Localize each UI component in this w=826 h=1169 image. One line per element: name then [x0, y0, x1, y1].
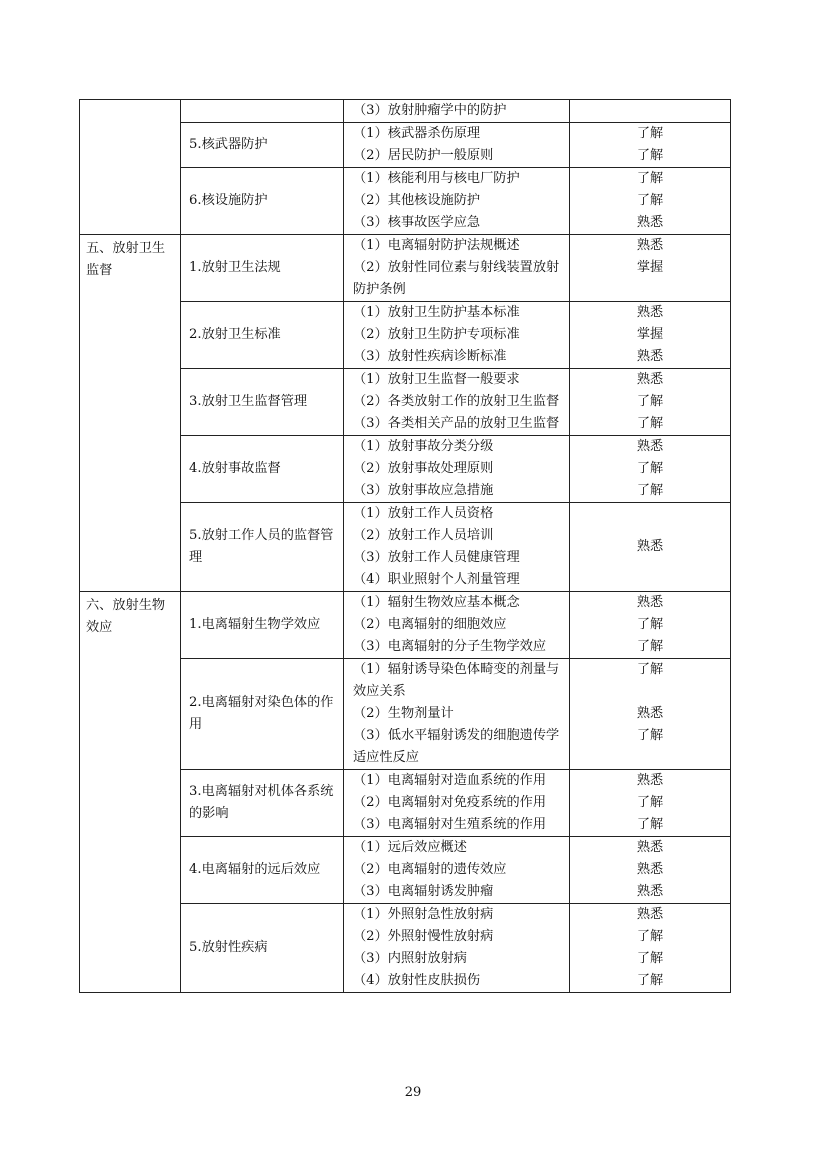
requirement-level: 掌握: [636, 260, 664, 275]
requirement-cell: [570, 837, 731, 904]
content-item: （3）电离辐射对生殖系统的作用: [353, 817, 547, 832]
subunit-cell: 4.电离辐射的远后效应: [181, 837, 344, 904]
requirement-level: 了解: [636, 795, 664, 810]
unit-cell: 六、放射生物效应: [80, 592, 181, 993]
content-item: （1）电离辐射防护法规概述: [353, 238, 520, 253]
content-item: （2）其他核设施防护: [353, 193, 481, 208]
requirement-level: 了解: [636, 639, 664, 654]
content-item: （2）放射卫生防护专项标准: [353, 327, 520, 342]
syllabus-body: [80, 100, 731, 993]
unit-cell: [80, 100, 181, 235]
subunit-cell: 4.放射事故监督: [181, 436, 344, 503]
unit-cell: 五、放射卫生监督: [80, 235, 181, 592]
content-item: （3）内照射放射病: [353, 951, 467, 966]
subunit-cell: 1.电离辐射生物学效应: [181, 592, 344, 659]
requirement-level: 熟悉: [636, 372, 664, 387]
content-cell: [344, 123, 570, 168]
subunit-cell: [181, 100, 344, 123]
requirement-level: [570, 100, 730, 122]
content-cell: [344, 235, 570, 302]
content-cell: [344, 503, 570, 592]
requirement-level: 熟悉: [636, 595, 664, 610]
content-item: （1）辐射诱导染色体畸变的剂量与效应关系: [353, 662, 560, 699]
content-item: （2）各类放射工作的放射卫生监督: [353, 394, 560, 409]
requirement-level: 了解: [636, 617, 664, 632]
content-item: （1）放射卫生防护基本标准: [353, 305, 520, 320]
subunit-cell: 5.放射性疾病: [181, 904, 344, 993]
content-cell: [344, 837, 570, 904]
subunit-cell: 5.核武器防护: [181, 123, 344, 168]
requirement-cell: [570, 770, 731, 837]
requirement-level: 熟悉: [636, 862, 664, 877]
content-item: （1）远后效应概述: [353, 840, 467, 855]
subunit-cell: 3.放射卫生监督管理: [181, 369, 344, 436]
content-cell: [344, 302, 570, 369]
requirement-level: 熟悉: [636, 907, 664, 922]
subunit-cell: 3.电离辐射对机体各系统的影响: [181, 770, 344, 837]
requirement-cell: [570, 503, 731, 592]
requirement-cell: [570, 904, 731, 993]
requirement-level: 了解: [636, 171, 664, 186]
table-row: [80, 235, 731, 302]
subunit-cell: 1.放射卫生法规: [181, 235, 344, 302]
content-item: （1）核能利用与核电厂防护: [353, 171, 520, 186]
content-item: （2）放射工作人员培训: [353, 528, 494, 543]
content-item: （3）电离辐射诱发肿瘤: [353, 884, 494, 899]
content-item: （3）放射事故应急措施: [353, 483, 494, 498]
requirement-level: 了解: [636, 126, 664, 141]
requirement-level: 了解: [636, 728, 664, 743]
subunit-cell: 2.电离辐射对染色体的作用: [181, 659, 344, 770]
requirement-level: 了解: [636, 416, 664, 431]
requirement-level: 熟悉: [636, 439, 664, 454]
subunit-cell: 2.放射卫生标准: [181, 302, 344, 369]
requirement-level: 熟悉: [636, 215, 664, 230]
requirement-level: 熟悉: [636, 884, 664, 899]
content-item: （1）放射事故分类分级: [353, 439, 494, 454]
content-cell: [344, 770, 570, 837]
content-item: （3）低水平辐射诱发的细胞遗传学适应性反应: [353, 728, 560, 765]
requirement-level: 掌握: [636, 327, 664, 342]
content-item: （2）电离辐射的遗传效应: [353, 862, 507, 877]
content-item: （1）放射卫生监督一般要求: [353, 372, 520, 387]
content-item: （3）放射工作人员健康管理: [353, 550, 520, 565]
requirement-cell: [570, 100, 731, 123]
requirement-level: 熟悉: [636, 773, 664, 788]
content-cell: [344, 168, 570, 235]
content-item: （2）放射性同位素与射线装置放射防护条例: [353, 260, 560, 297]
content-item: （1）核武器杀伤原理: [353, 126, 481, 141]
content-cell: [344, 659, 570, 770]
requirement-cell: [570, 235, 731, 302]
requirement-level: 熟悉: [636, 706, 664, 721]
requirement-cell: [570, 659, 731, 770]
requirement-level: 了解: [636, 193, 664, 208]
content-item: （3）核事故医学应急: [353, 215, 481, 230]
requirement-level: 了解: [636, 461, 664, 476]
content-cell: [344, 592, 570, 659]
page-number: 29: [404, 1085, 422, 1100]
content-cell: [344, 436, 570, 503]
content-cell: [344, 369, 570, 436]
content-item: （1）外照射急性放射病: [353, 907, 494, 922]
requirement-cell: [570, 592, 731, 659]
requirement-cell: [570, 123, 731, 168]
content-item: （3）放射性疾病诊断标准: [353, 349, 507, 364]
content-item: （3）放射肿瘤学中的防护: [353, 103, 507, 118]
requirement-level: 了解: [636, 929, 664, 944]
requirement-level: 了解: [636, 973, 664, 988]
requirement-level: 了解: [636, 951, 664, 966]
content-item: （2）外照射慢性放射病: [353, 929, 494, 944]
subunit-cell: 6.核设施防护: [181, 168, 344, 235]
requirement-level: 了解: [636, 148, 664, 163]
content-cell: [344, 100, 570, 123]
requirement-level: 熟悉: [636, 840, 664, 855]
content-item: （1）放射工作人员资格: [353, 506, 494, 521]
content-item: （2）居民防护一般原则: [353, 148, 494, 163]
content-cell: [344, 904, 570, 993]
requirement-level: 了解: [636, 662, 664, 677]
requirement-level: 了解: [636, 394, 664, 409]
table-row: [80, 100, 731, 123]
content-item: （3）电离辐射的分子生物学效应: [353, 639, 547, 654]
requirement-level: 熟悉: [636, 305, 664, 320]
subunit-cell: 5.放射工作人员的监督管理: [181, 503, 344, 592]
content-item: （4）职业照射个人剂量管理: [353, 572, 520, 587]
content-item: （3）各类相关产品的放射卫生监督: [353, 416, 560, 431]
content-item: （2）电离辐射的细胞效应: [353, 617, 507, 632]
requirement-cell: [570, 369, 731, 436]
content-item: （1）辐射生物效应基本概念: [353, 595, 520, 610]
requirement-cell: [570, 302, 731, 369]
requirement-level: 了解: [636, 817, 664, 832]
requirement-level: 了解: [636, 483, 664, 498]
table-row: [80, 592, 731, 659]
content-item: （2）放射事故处理原则: [353, 461, 494, 476]
content-item: （1）电离辐射对造血系统的作用: [353, 773, 547, 788]
requirement-level: 熟悉: [636, 238, 664, 253]
syllabus-table: [79, 99, 731, 993]
content-item: （2）电离辐射对免疫系统的作用: [353, 795, 547, 810]
requirement-cell: [570, 168, 731, 235]
requirement-cell: [570, 436, 731, 503]
requirement-level: 熟悉: [636, 349, 664, 364]
content-item: （4）放射性皮肤损伤: [353, 973, 481, 988]
content-item: （2）生物剂量计: [353, 706, 454, 721]
requirement-level: 熟悉: [636, 539, 664, 554]
